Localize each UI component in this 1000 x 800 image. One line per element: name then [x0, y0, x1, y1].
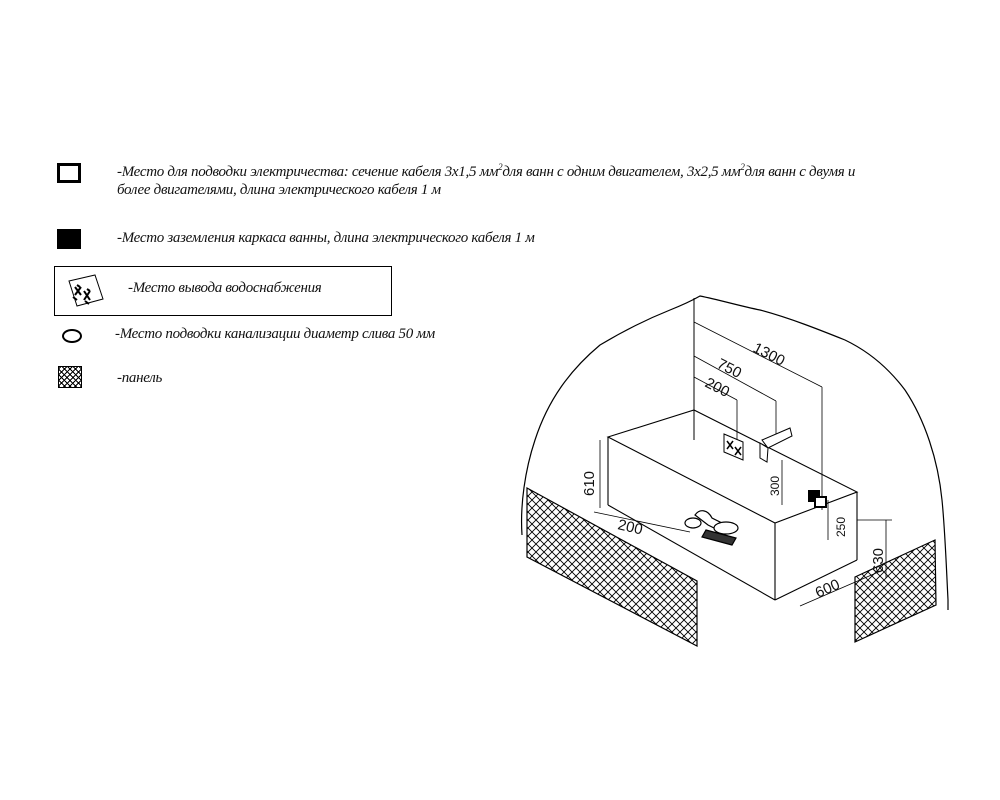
drain-assembly: [685, 511, 738, 545]
water-outlet-marker: [724, 434, 743, 460]
legend-electric-line1: -Место для подводки электричества: сечение кабеля 3х1,5 $мм^2для$ ванн с одним двигателем, 3х2,5 $мм^2для$ ванн с двумя и: [117, 162, 856, 180]
left-panel: [527, 488, 697, 646]
dim-1300: 1300: [750, 339, 788, 370]
legend-water: -Место вывода водоснабжения: [128, 280, 322, 296]
dim-250: 250: [834, 516, 848, 537]
dim-300: 300: [768, 475, 782, 496]
dim-200-bottom: 200: [616, 516, 645, 539]
legend-panel: -панель: [117, 370, 162, 386]
legend-grounding: -Место заземления каркаса ванны, длина электрического кабеля 1 м: [117, 230, 535, 246]
dim-750: 750: [714, 355, 745, 382]
dim-600: 600: [812, 575, 843, 602]
legend-sewer: -Место подводки канализации диаметр слива 50 мм: [115, 326, 435, 342]
dim-200-top: 200: [702, 374, 733, 401]
right-panel: [855, 540, 936, 642]
dim-630: 630: [870, 547, 887, 573]
dim-610: 610: [581, 470, 598, 496]
legend-electric-line2: более двигателями, длина электрического кабеля 1 м: [117, 182, 441, 198]
electric-outlet-marker: [815, 497, 826, 507]
